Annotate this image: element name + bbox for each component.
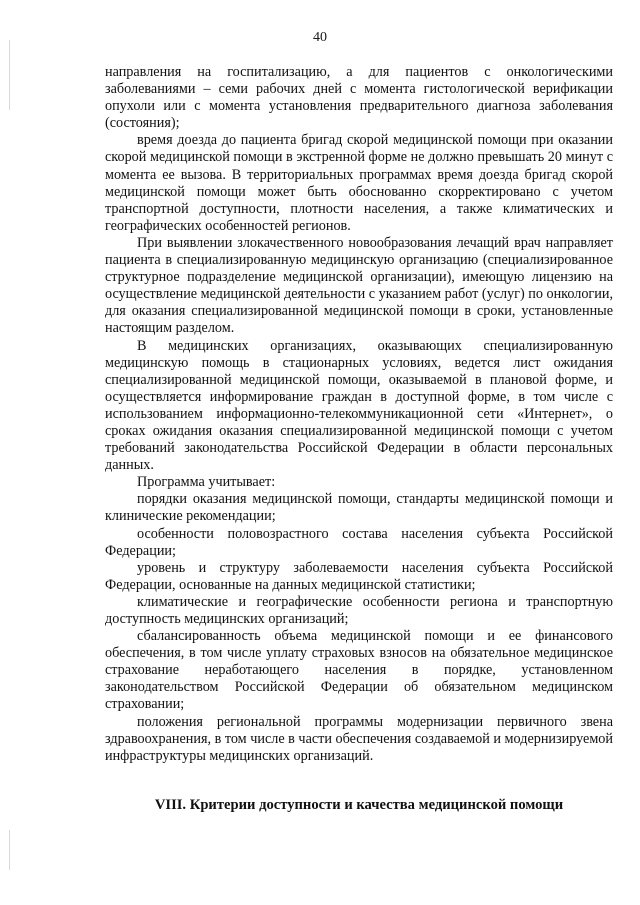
scan-margin-mark: [9, 830, 10, 870]
scan-margin-mark: [9, 40, 10, 110]
list-item: климатические и географические особенности региона и транспортную доступность медицинских организаций;: [105, 593, 613, 627]
list-item: уровень и структуру заболеваемости населения субъекта Российской Федерации, основанные на данных медицинской статистики;: [105, 559, 613, 593]
page-number: 40: [313, 30, 327, 45]
paragraph: При выявлении злокачественного новообразования лечащий врач направляет пациента в специализированную медицинскую организацию (специализированное структурное подразделение медицинской организации), имеющую лицензию на осуществление медицинской деятельности с указанием работ (услуг) по онкологии, для оказания специализированной медицинской помощи в сроки, установленные настоящим разделом.: [105, 234, 613, 337]
section-heading: VIII. Критерии доступности и качества медицинской помощи: [154, 797, 564, 813]
list-item: порядки оказания медицинской помощи, стандарты медицинской помощи и клинические рекомендации;: [105, 491, 613, 525]
document-body: [105, 64, 613, 765]
paragraph: направления на госпитализацию, а для пациентов с онкологическими заболеваниями – семи рабочих дней с момента гистологической верификации опухоли или с момента установления предварительного диагноза заболевания (состояния);: [105, 64, 613, 132]
list-item: положения региональной программы модернизации первичного звена здравоохранения, в том числе в части обеспечения создаваемой и модернизируемой инфраструктуры медицинских организаций.: [105, 713, 613, 764]
paragraph: время доезда до пациента бригад скорой медицинской помощи при оказании скорой медицинской помощи в экстренной форме не должно превышать 20 минут с момента ее вызова. В территориальных программах время доезда бригад скорой медицинской помощи может быть обоснованно скорректировано с учетом транспортной доступности, плотности населения, а также климатических и географических особенностей регионов.: [105, 132, 613, 234]
paragraph: Программа учитывает:: [137, 474, 276, 491]
list-item: особенности половозрастного состава населения субъекта Российской Федерации;: [105, 525, 613, 559]
list-item: сбалансированность объема медицинской помощи и ее финансового обеспечения, в том числе уплату страховых взносов на обязательное медицинское страхование неработающего населения в порядке, установленном законодательством Российской Федерации об обязательном медицинском страховании;: [105, 628, 613, 713]
paragraph: В медицинских организациях, оказывающих специализированную медицинскую помощь в стационарных условиях, ведется лист ожидания специализированной медицинской помощи, оказываемой в плановой форме, и осуществляется информирование граждан в доступной форме, в том числе с использованием информационно-телекоммуникационной сети «Интернет», о сроках ожидания оказания специализированной медицинской помощи с учетом требований законодательства Российской Федерации в области персональных данных.: [105, 337, 613, 474]
